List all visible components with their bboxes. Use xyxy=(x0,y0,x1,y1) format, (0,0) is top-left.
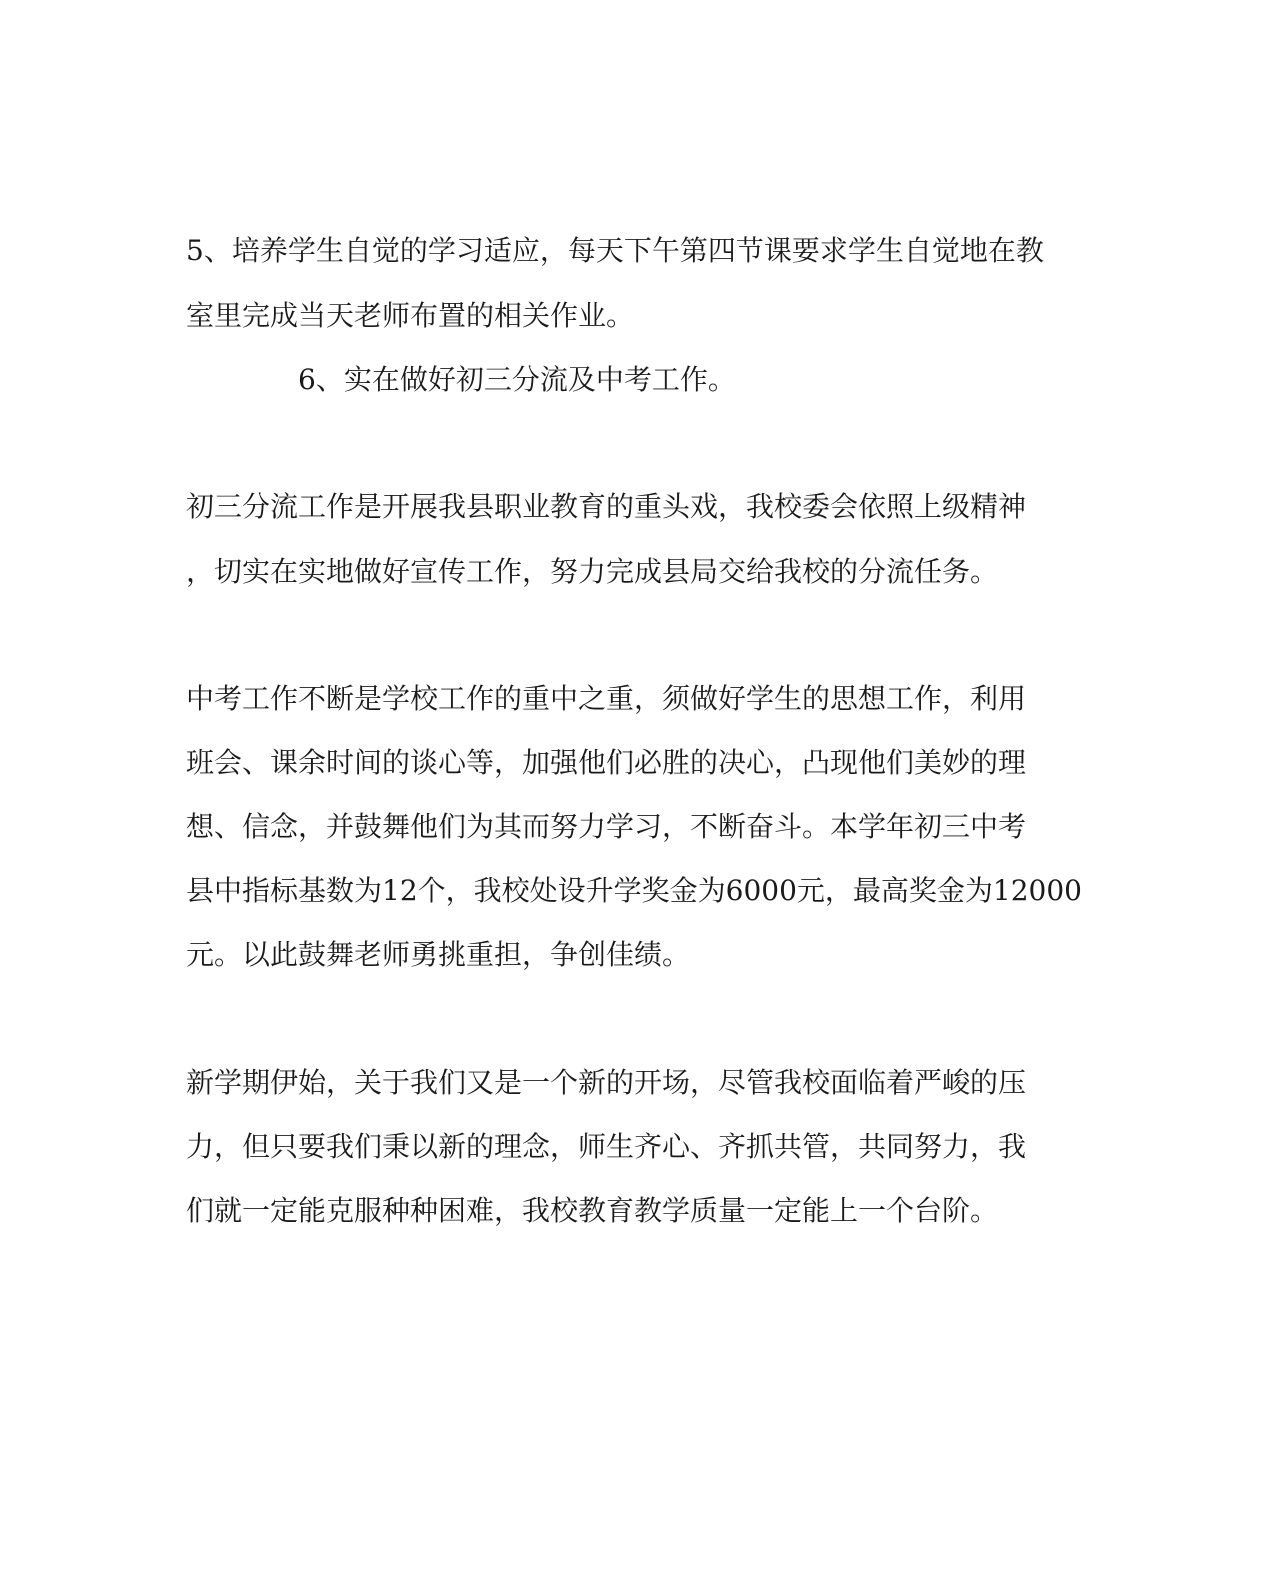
paragraph-line: 元。以此鼓舞老师勇挑重担，争创佳绩。 xyxy=(186,938,691,971)
paragraph-line: 中考工作不断是学校工作的重中之重，须做好学生的思想工作，利用 xyxy=(186,682,1027,715)
paragraph-line: 们就一定能克服种种困难，我校教育教学质量一定能上一个台阶。 xyxy=(186,1194,999,1227)
paragraph-line: 室里完成当天老师布置的相关作业。 xyxy=(186,299,635,332)
paragraph-line: 县中指标基数为12个，我校处设升学奖金为6000元，最高奖金为12000 xyxy=(186,874,1082,907)
paragraph-line: 班会、课余时间的谈心等，加强他们必胜的决心，凸现他们美妙的理 xyxy=(186,746,1027,779)
paragraph-line: 想、信念，并鼓舞他们为其而努力学习，不断奋斗。本学年初三中考 xyxy=(186,810,1027,843)
paragraph-line: 5、培养学生自觉的学习适应，每天下午第四节课要求学生自觉地在教 xyxy=(186,234,1044,267)
paragraph-line: 初三分流工作是开展我县职业教育的重头戏，我校委会依照上级精神 xyxy=(186,490,1027,523)
paragraph-line: 力，但只要我们秉以新的理念，师生齐心、齐抓共管，共同努力，我 xyxy=(186,1130,1027,1163)
paragraph-line: 6、实在做好初三分流及中考工作。 xyxy=(298,363,736,396)
paragraph-line: ，切实在实地做好宣传工作，努力完成县局交给我校的分流任务。 xyxy=(186,555,999,588)
paragraph-line: 新学期伊始，关于我们又是一个新的开场，尽管我校面临着严峻的压 xyxy=(186,1066,1027,1099)
